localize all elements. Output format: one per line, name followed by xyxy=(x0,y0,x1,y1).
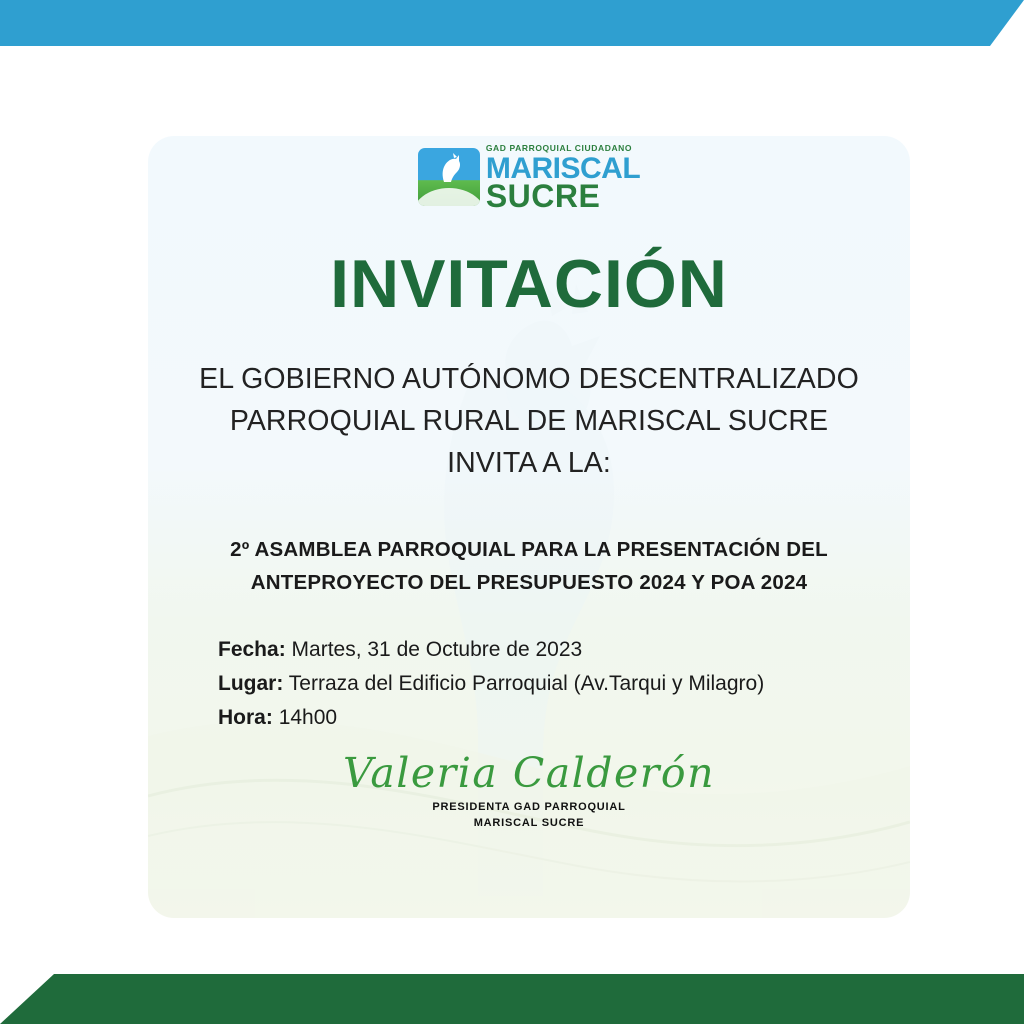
detail-label-lugar: Lugar: xyxy=(218,671,284,695)
detail-label-hora: Hora: xyxy=(218,705,273,729)
logo-word-mariscal: MARISCAL xyxy=(485,151,641,185)
detail-label-fecha: Fecha: xyxy=(218,637,286,661)
logo-top-line: GAD PARROQUIAL CIUDADANO xyxy=(485,143,633,153)
signature-role-line-two: MARISCAL SUCRE xyxy=(473,817,585,829)
detail-row-hora xyxy=(218,701,876,735)
top-banner-decoration xyxy=(0,0,1024,46)
signature-role xyxy=(182,800,876,832)
event-details xyxy=(182,633,876,735)
logo-word-sucre: SUCRE xyxy=(485,178,601,214)
bottom-banner-decoration xyxy=(0,974,1024,1024)
organization-logo xyxy=(182,142,876,214)
invitation-subtitle: EL GOBIERNO AUTÓNOMO DESCENTRALIZADO PARROQUIAL RURAL DE MARISCAL SUCRE INVITA A LA: xyxy=(199,363,859,480)
detail-value-hora: 14h00 xyxy=(278,705,338,729)
logo-hill-shape xyxy=(418,188,480,206)
detail-row-lugar xyxy=(218,667,876,701)
horse-logo-icon xyxy=(418,148,480,206)
detail-row-fecha xyxy=(218,633,876,667)
page-title: INVITACIÓN xyxy=(330,246,728,322)
invitation-card xyxy=(148,136,910,918)
detail-value-lugar: Terraza del Edificio Parroquial (Av.Tarqui y Milagro) xyxy=(288,671,765,695)
signature-name: Valeria Calderón xyxy=(343,748,715,797)
signature-role-line-one: PRESIDENTA GAD PARROQUIAL xyxy=(432,801,626,814)
detail-value-fecha: Martes, 31 de Octubre de 2023 xyxy=(291,637,583,661)
horse-glyph-icon xyxy=(432,152,466,186)
event-title: 2º ASAMBLEA PARROQUIAL PARA LA PRESENTACIÓN DEL ANTEPROYECTO DEL PRESUPUESTO 2024 Y POA 2024 xyxy=(230,537,828,594)
